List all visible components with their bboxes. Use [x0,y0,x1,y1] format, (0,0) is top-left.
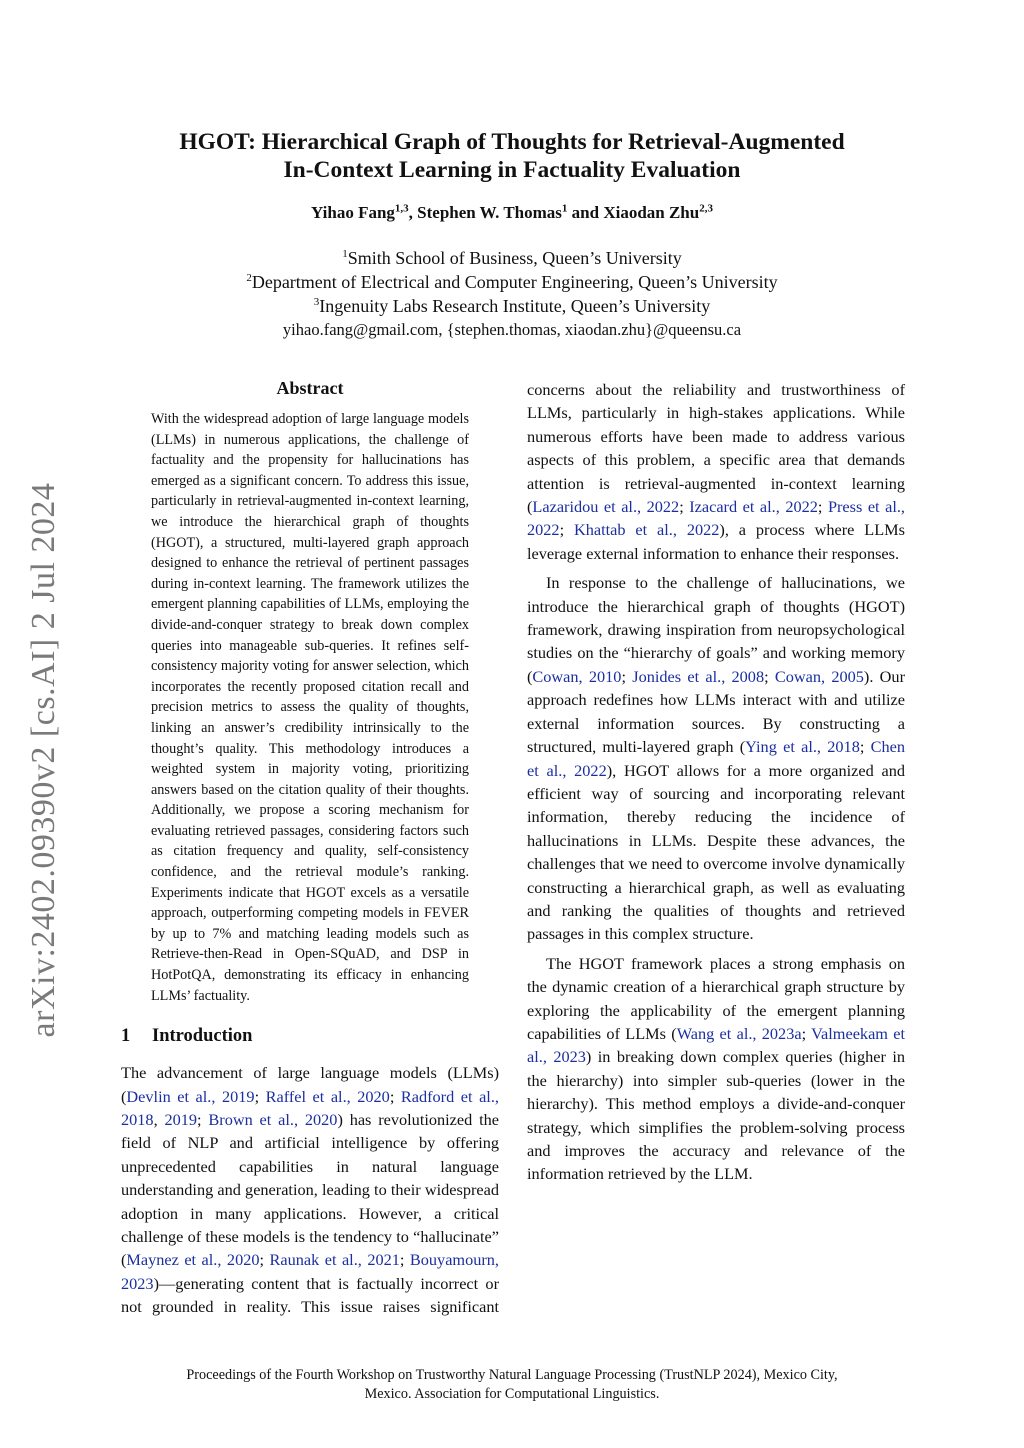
paper-title [110,128,914,184]
citation-link[interactable]: Khattab et al., 2022 [573,520,720,540]
title-line-2: In-Context Learning in Factuality Evaluation [283,157,741,183]
citation-link[interactable]: Jonides et al., 2008 [632,666,765,686]
section-number: 1 [121,1026,131,1047]
author-affil-marker: 1,3 [394,202,409,215]
title-line-1: HGOT: Hierarchical Graph of Thoughts for Retrieval-Augmented [179,129,845,155]
paragraph-text: ; [389,1086,401,1106]
paragraph-text: )—generating content that is factually incorrect or not grounded in reality. This issue raises significant [121,1273,499,1317]
paragraph-text: ; [801,1023,812,1043]
paragraph-text: ; [254,1086,266,1106]
citation-link[interactable]: Izacard et al., 2022 [689,497,818,517]
paragraph-text: ; [197,1110,209,1130]
paragraph-text: ) in breaking down complex queries (higher in the hierarchy) into simpler sub-queries (lower in the hierarchy). This method employs a divide-and-conquer strategy, which simplifies the problem-solving process and improves the accuracy and relevance of the information retrieved by the LLM. [527,1047,905,1184]
paragraph-text: ) has revolutionized the field of NLP and artificial intelligence by offering unprecedented capabilities in natural language understanding and generation, leading to their widespread adoption in many applications. However, a critical challenge of these models is the tendency to “hallucinate” ( [121,1110,499,1270]
section-title: Introduction [152,1026,253,1047]
right-column [527,378,905,1186]
paragraph-text: ; [859,737,871,757]
affiliation-marker: 2 [246,272,252,284]
author-emails: yihao.fang@gmail.com, {stephen.thomas, xiaodan.zhu}@queensu.ca [282,320,742,339]
citation-link[interactable]: Bouyamourn, 2023 [121,1250,499,1293]
intro-paragraph-1 [121,1061,499,1318]
affiliation-line [110,246,914,270]
author-name: Stephen W. Thomas [417,203,562,222]
affiliation-line [110,270,914,294]
citation-link[interactable]: Valmeekam et al., 2023 [527,1023,905,1067]
author-affil-marker: 2,3 [699,202,713,215]
citation-link[interactable]: Lazaridou et al., 2022 [532,497,680,517]
citation-link[interactable]: Maynez et al., 2020 [126,1250,260,1270]
section-heading [121,1026,499,1047]
citation-link[interactable]: Radford et al., 2018 [121,1086,499,1130]
paragraph-text: ; [621,666,633,686]
citation-link[interactable]: Cowan, 2005 [774,666,864,686]
footer-line-2: Mexico. Association for Computational Linguistics. [364,1386,660,1402]
paragraph-text: ; [764,666,775,686]
affiliation-marker: 1 [342,248,348,260]
intro-paragraph-2 [527,571,905,946]
abstract-body: With the widespread adoption of large language models (LLMs) in numerous applications, the challenge of factuality and the propensity for hallucinations has emerged as a significant concern. To address this issue, particularly in retrieval-augmented in-context learning, we introduce the hierarchical graph of thoughts (HGOT), a structured, multi-layered graph approach designed to enhance the retrieval of pertinent passages during in-context learning. The framework utilizes the emergent planning capabilities of LLMs, employing the divide-and-conquer strategy to break down complex queries into manageable sub-queries. It refines self-consistency majority voting for answer selection, which incorporates the recently proposed citation recall and precision metrics to assess the quality of thoughts, linking an answer’s credibility intrinsically to the thought’s quality. This methodology introduces a weighted system in majority voting, prioritizing answers based on the citation quality of their thoughts. Additionally, we propose a scoring mechanism for evaluating retrieved passages, considering factors such as citation frequency and quality, self-consistency confidence, and the retrieval module’s ranking. Experiments indicate that HGOT excels as a versatile approach, outperforming competing models in FEVER by up to 7% and matching leading models such as Retrieve-then-Read in Open-SQuAD, and DSP in HotPotQA, demonstrating its efficacy in enhancing LLMs’ factuality. [151,411,469,1004]
affiliation-text: Department of Electrical and Computer Engineering, Queen’s University [251,272,778,292]
affiliation-text: Smith School of Business, Queen’s University [347,248,682,268]
paragraph-text: , [153,1110,165,1130]
citation-link[interactable]: 2019 [164,1110,198,1130]
affiliation-text: Ingenuity Labs Research Institute, Queen’s University [319,296,711,316]
paragraph-text: ; [559,520,574,540]
citation-link[interactable]: Ying et al., 2018 [745,737,860,757]
paragraph-text: ; [259,1250,270,1270]
citation-link[interactable]: Raffel et al., 2020 [265,1086,390,1106]
paragraph-text: The advancement of large language models (LLMs) ( [121,1063,499,1106]
intro-paragraph-3 [527,952,905,1186]
author-list [110,203,914,223]
citation-link[interactable]: Wang et al., 2023a [676,1023,802,1043]
paragraph-text: ). Our approach redefines how LLMs interact with and utilize external information sources. By constructing a structured, multi-layered graph ( [527,666,905,757]
left-column [121,378,499,1319]
paragraph-text: ), a process where LLMs leverage external information to enhance their responses. [527,520,905,563]
affiliation-line [110,294,914,318]
paragraph-text: ; [817,497,828,517]
paragraph-text: ; [679,497,690,517]
author-name: Yihao Fang [311,203,395,222]
citation-link[interactable]: Raunak et al., 2021 [269,1250,400,1270]
citation-link[interactable]: Cowan, 2010 [532,666,622,686]
abstract-heading: Abstract [276,378,344,398]
author-separator: , [408,203,418,222]
footer-line-1: Proceedings of the Fourth Workshop on Trustworthy Natural Language Processing (TrustNLP 2024), Mexico City, [186,1367,838,1383]
citation-link[interactable]: Chen et al., 2022 [527,737,906,780]
citation-link[interactable]: Press et al., 2022 [527,497,905,540]
proceedings-footer [100,1366,924,1404]
paragraph-text: The HGOT framework places a strong emphasis on the dynamic creation of a hierarchical graph structure by exploring the applicability of the emergent planning capabilities of LLMs ( [527,953,905,1043]
affiliation-marker: 3 [313,296,320,308]
author-separator: and [567,203,604,222]
arxiv-identifier: arXiv:2402.09390v2 [cs.AI] 2 Jul 2024 [25,482,62,1038]
citation-link[interactable]: Brown et al., 2020 [208,1110,338,1130]
citation-link[interactable]: Devlin et al., 2019 [126,1086,255,1106]
author-name: Xiaodan Zhu [603,203,700,222]
author-affil-marker: 1 [561,202,568,215]
paragraph-text: ), HGOT allows for a more organized and efficient way of sourcing and incorporating relevant information, thereby reducing the incidence of hallucinations in LLMs. Despite these advances, the challenges that we need to overcome involve dynamically constructing a hierarchical graph, as well as evaluating and ranking the qualities of thoughts and retrieved passages in this complex structure. [527,760,905,944]
intro-paragraph-1-continued [527,378,905,565]
paragraph-text: ; [399,1250,410,1270]
paragraph-text: concerns about the reliability and trustworthiness of LLMs, particularly in high-stakes applications. While numerous efforts have been made to address various aspects of this problem, a specific area that demands attention is retrieval-augmented in-context learning ( [527,380,905,517]
affiliations [110,246,914,342]
paragraph-text: In response to the challenge of hallucinations, we introduce the hierarchical graph of thoughts (HGOT) framework, drawing inspiration from neuropsychological studies on the “hierarchy of goals” and working memory ( [527,573,905,686]
